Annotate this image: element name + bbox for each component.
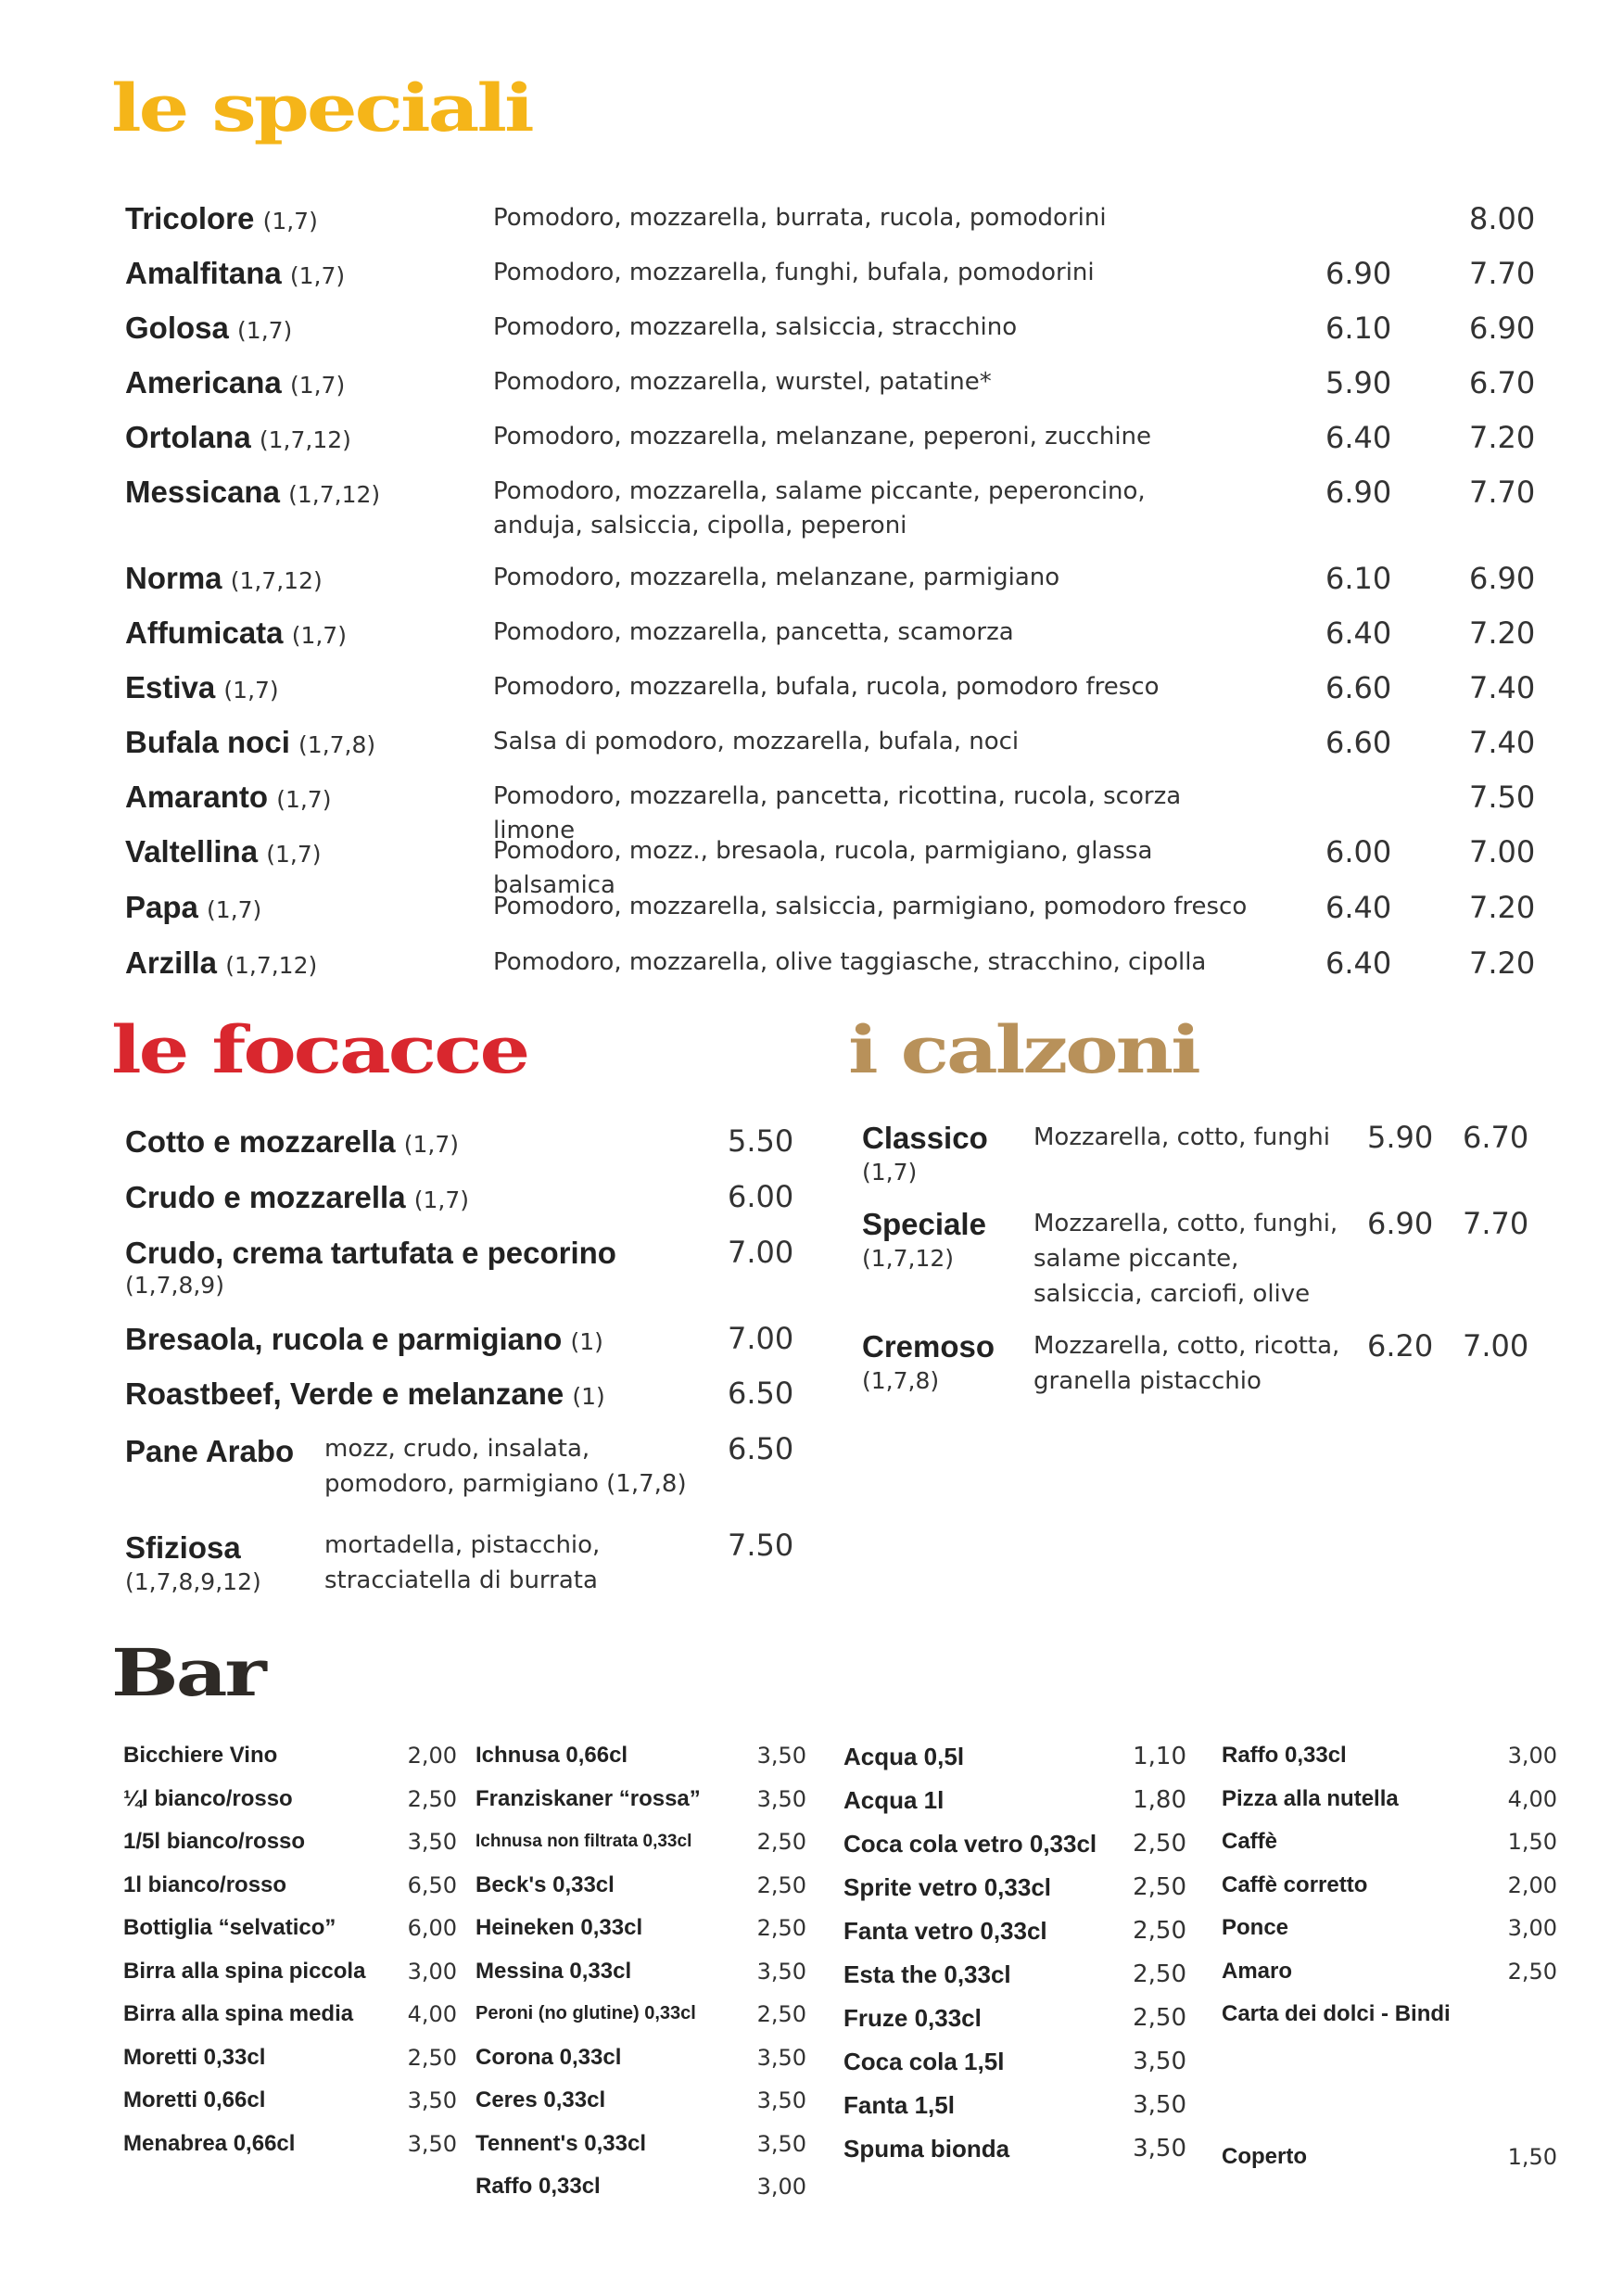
bar-item-name: ¼l bianco/rosso [123,1785,293,1811]
item-name: Affumicata (1,7) [125,615,347,650]
item-price-large: 7.20 [1469,420,1536,455]
bar-item-name: Birra alla spina piccola [123,1958,366,1984]
bar-item-price: 2,00 [407,1743,457,1769]
item-description: Mozzarella, cotto, funghi [1033,1123,1330,1151]
menu-item [125,1235,797,1300]
item-price: 7.00 [728,1321,794,1356]
item-description: Pomodoro, mozzarella, salsiccia, parmigiano, pomodoro fresco [493,893,1248,920]
item-name: Ortolana (1,7,12) [125,420,351,454]
bar-item [475,2131,806,2175]
bar-item [1222,1743,1557,1786]
bar-item [1222,1829,1557,1872]
item-name: Bufala noci (1,7,8) [125,725,376,759]
item-name: Sfiziosa [125,1530,241,1565]
item-name: Amaranto (1,7) [125,780,332,814]
bar-item-price: 4,00 [1507,1785,1557,1812]
item-name: Messicana (1,7,12) [125,475,381,509]
item-price-large: 6.90 [1469,561,1536,596]
item-description: mortadella, pistacchio, stracciatella di burrata [324,1531,601,1594]
bar-item [123,1829,457,1872]
item-allergens: (1,7,12) [230,567,323,594]
bar-item-price: 3,00 [756,2174,806,2200]
bar-item-name: Esta the 0,33cl [843,1960,1011,1988]
menu-item [125,945,1534,1001]
item-allergens: (1,7) [413,1186,470,1213]
item-allergens: (1,7,8,9,12) [125,1568,261,1595]
bar-item [843,1743,1186,1786]
bar-item-name: Fanta vetro 0,33cl [843,1917,1047,1945]
menu-item [125,256,1534,311]
item-price-small: 6.90 [1325,475,1392,510]
bar-item [123,2087,457,2131]
item-price-small: 6.40 [1325,420,1392,455]
bar-item-price: 3,50 [756,1785,806,1812]
bar-item-name: Spuma bionda [843,2135,1010,2163]
item-description: Pomodoro, mozzarella, funghi, bufala, pomodorini [493,259,1095,286]
bar-column-beer [475,1743,806,2217]
item-allergens: (1,7) [289,372,346,399]
bar-item-price: 2,50 [407,2044,457,2071]
item-description: mozz, crudo, insalata, pomodoro, parmigiano (1,7,8) [324,1435,687,1498]
item-allergens: (1,7,8) [862,1367,940,1394]
item-allergens: (1,7,12) [862,1245,955,1272]
bar-item [475,1959,806,2002]
bar-item-name: Pizza alla nutella [1222,1785,1399,1811]
item-price-small: 6.60 [1325,670,1392,705]
item-price-small: 6.60 [1325,725,1392,760]
item-description: Pomodoro, mozzarella, burrata, rucola, pomodorini [493,204,1107,232]
menu-item [125,890,1534,945]
item-name: Roastbeef, Verde e melanzane (1) [125,1376,605,1411]
bar-item [123,2131,457,2175]
item-name: Cremoso [862,1329,995,1364]
item-allergens: (1,7) [207,896,262,923]
bar-item-name: Corona 0,33cl [475,2044,622,2070]
bar-item-price: 2,50 [1133,1830,1186,1858]
bar-item-price: 2,50 [756,1915,806,1941]
item-name: Amalfitana (1,7) [125,256,346,290]
item-price-small: 5.90 [1367,1120,1434,1155]
bar-item [843,2048,1186,2091]
item-name: Crudo, crema tartufata e pecorino [125,1236,616,1270]
menu-item [125,311,1534,366]
menu-item [862,1120,1548,1194]
bar-item [475,1743,806,1786]
bar-item-name: Franziskaner “rossa” [475,1785,701,1811]
menu-item [125,561,1534,616]
item-price-large: 7.20 [1469,945,1536,981]
item-allergens: (1) [570,1328,603,1355]
bar-item-name: Ponce [1222,1915,1289,1940]
bar-item-price: 2,50 [1133,2004,1186,2032]
bar-item-price: 3,50 [756,2130,806,2157]
bar-item-price: 6,50 [407,1871,457,1898]
bar-item [475,2001,806,2045]
menu-item [125,201,1534,257]
menu-item [862,1328,1548,1402]
bar-item-name: Carta dei dolci - Bindi [1222,2001,1451,2026]
item-name: Classico [862,1121,988,1155]
item-name: Arzilla (1,7,12) [125,945,318,980]
bar-item-price: 2,50 [407,1785,457,1812]
bar-item-name: Messina 0,33cl [475,1958,632,1984]
bar-item-name: Ceres 0,33cl [475,2087,606,2112]
item-description: Mozzarella, cotto, ricotta, granella pistacchio [1033,1332,1340,1395]
bar-item [475,1786,806,1830]
item-name: Estiva (1,7) [125,670,279,704]
bar-item-price: 3,00 [1507,1915,1557,1941]
bar-item-price: 3,00 [1507,1743,1557,1769]
bar-item [1222,2001,1557,2045]
item-price-small: 6.90 [1325,256,1392,291]
bar-item-price: 6,00 [407,1915,457,1941]
item-price-large: 7.70 [1469,256,1536,291]
item-description: Pomodoro, mozzarella, pancetta, scamorza [493,618,1014,646]
bar-item-price: 3,50 [1133,2048,1186,2075]
item-price-large: 7.70 [1469,475,1536,510]
bar-item-name: Acqua 1l [843,1786,945,1814]
item-name: Valtellina (1,7) [125,834,322,869]
menu-item [862,1206,1548,1317]
item-description: Pomodoro, mozz., bresaola, rucola, parmigiano, glassa balsamica [493,837,1153,899]
bar-title: Bar [111,1634,264,1712]
bar-item-price: 2,50 [1133,1960,1186,1988]
bar-item-name: Caffè corretto [1222,1871,1368,1897]
bar-item-name: Ichnusa 0,66cl [475,1743,628,1768]
coperto-label: Coperto [1222,2144,1307,2169]
bar-item-name: Beck's 0,33cl [475,1871,615,1897]
bar-item-price: 2,50 [756,2001,806,2027]
bar-item [843,1917,1186,1960]
bar-item [843,1830,1186,1873]
bar-item [123,1959,457,2002]
menu-item [125,780,1536,844]
bar-item-name: Raffo 0,33cl [1222,1743,1347,1768]
item-price-large: 7.00 [1469,834,1536,869]
bar-item-name: Amaro [1222,1958,1293,1984]
bar-item [843,1786,1186,1830]
bar-item-price: 4,00 [407,2001,457,2027]
bar-item [843,2004,1186,2048]
menu-item [125,1528,797,1611]
bar-item-price: 3,50 [407,2130,457,2157]
bar-item-price: 3,00 [407,1958,457,1985]
bar-item-price: 3,50 [1133,2091,1186,2119]
coperto-row [1222,2144,1557,2188]
item-allergens: (1,7,12) [288,481,381,508]
bar-item [123,1786,457,1830]
item-name: Pane Arabo [125,1434,295,1468]
item-price-small: 6.10 [1325,311,1392,346]
bar-item-name: Heineken 0,33cl [475,1915,643,1940]
item-price: 7.50 [728,1528,794,1563]
bar-item-name: 1/5l bianco/rosso [123,1829,306,1854]
bar-item-price: 2,50 [756,1829,806,1855]
item-price-large: 7.20 [1469,615,1536,651]
item-name: Tricolore (1,7) [125,201,318,235]
menu-item [125,1123,797,1163]
bar-item [843,1873,1186,1917]
item-price-small: 6.40 [1325,890,1392,925]
menu-item [125,615,1534,671]
item-allergens: (1,7,8,9) [125,1272,224,1299]
bar-item-price: 2,50 [1133,1917,1186,1945]
bar-item-price: 1,80 [1133,1786,1186,1814]
bar-item-price: 2,50 [756,1871,806,1898]
bar-item [123,1743,457,1786]
item-name: Bresaola, rucola e parmigiano (1) [125,1322,603,1356]
item-allergens: (1,7,8) [298,731,376,758]
bar-item-price: 3,50 [756,2087,806,2113]
bar-column-wine-beer [123,1743,457,2174]
item-description: Pomodoro, mozzarella, melanzane, parmigiano [493,564,1060,591]
item-description: Pomodoro, mozzarella, pancetta, ricottina, rucola, scorza limone [493,782,1182,844]
item-name: Cotto e mozzarella (1,7) [125,1124,459,1159]
item-price-large: 7.50 [1469,780,1536,815]
item-allergens: (1,7) [289,262,346,289]
menu-item [125,365,1534,421]
bar-item [843,2091,1186,2135]
bar-item [1222,1959,1557,2002]
item-allergens: (1,7) [223,677,279,704]
bar-item [475,2087,806,2131]
bar-item-price: 1,50 [1507,1829,1557,1855]
bar-item-price: 3,50 [756,1743,806,1769]
item-price-small: 6.40 [1325,615,1392,651]
bar-item-name: Menabrea 0,66cl [123,2130,296,2156]
item-name: Papa (1,7) [125,890,262,924]
item-allergens: (1,7) [237,317,293,344]
bar-item-price: 2,00 [1507,1871,1557,1898]
speciali-title: le speciali [111,70,532,147]
item-allergens: (1,7) [403,1131,459,1158]
bar-item-name: Moretti 0,33cl [123,2044,266,2070]
item-price-small: 6.20 [1367,1328,1434,1364]
bar-item-name: Raffo 0,33cl [475,2174,601,2199]
bar-item [1222,1786,1557,1830]
bar-item-price: 3,50 [407,2087,457,2113]
item-description: Pomodoro, mozzarella, wurstel, patatine* [493,368,992,396]
bar-item-name: Bicchiere Vino [123,1743,278,1768]
bar-item-price: 3,50 [407,1829,457,1855]
menu-item [125,670,1534,726]
focacce-title: le focacce [111,1011,528,1089]
item-allergens: (1,7) [262,208,318,235]
item-price: 6.50 [728,1376,794,1411]
item-price-small: 6.40 [1325,945,1392,981]
bar-item-name: Coca cola 1,5l [843,2048,1005,2075]
item-price-large: 7.00 [1463,1328,1529,1364]
item-name: Speciale [862,1207,986,1241]
bar-item-name: Ichnusa non filtrata 0,33cl [475,1832,692,1851]
item-description: Pomodoro, mozzarella, olive taggiasche, stracchino, cipolla [493,948,1207,976]
calzoni-title: i calzoni [848,1011,1198,1089]
item-price-large: 6.70 [1463,1120,1529,1155]
bar-item-price: 2,50 [1507,1958,1557,1985]
bar-item [475,2174,806,2217]
item-name: Crudo e mozzarella (1,7) [125,1180,470,1214]
menu-item [125,420,1534,476]
bar-item [123,1872,457,1916]
bar-item-name: Coca cola vetro 0,33cl [843,1830,1097,1858]
bar-item [475,1872,806,1916]
item-price-large: 6.70 [1469,365,1536,400]
bar-item [123,2001,457,2045]
item-allergens: (1,7,12) [225,952,318,979]
item-price-small: 6.90 [1367,1206,1434,1241]
menu-item [125,1179,797,1219]
item-price: 6.00 [728,1179,794,1214]
bar-item-name: Acqua 0,5l [843,1743,965,1770]
item-price-small: 6.10 [1325,561,1392,596]
item-description: Pomodoro, mozzarella, salame piccante, peperoncino, anduja, salsiccia, cipolla, peperoni [493,477,1146,539]
item-name-group [125,1528,311,1596]
bar-column-soft-drinks [843,1743,1186,2178]
menu-item [125,1431,797,1515]
bar-item-name: Tennent's 0,33cl [475,2130,646,2156]
bar-item [475,1915,806,1959]
bar-item [843,1960,1186,2004]
menu-item [125,475,1534,549]
bar-item-name: Bottiglia “selvatico” [123,1915,336,1940]
item-price-large: 7.40 [1469,670,1536,705]
item-description: Mozzarella, cotto, funghi, salame piccante, salsiccia, carciofi, olive [1033,1210,1338,1308]
bar-item [123,1915,457,1959]
bar-item-price: 3,50 [1133,2135,1186,2163]
item-description: Pomodoro, mozzarella, bufala, rucola, pomodoro fresco [493,673,1160,701]
item-name: Norma (1,7,12) [125,561,323,595]
bar-item-name: Moretti 0,66cl [123,2087,266,2112]
item-allergens: (1,7,12) [259,426,351,453]
item-price-large: 7.40 [1469,725,1536,760]
bar-item-name: Peroni (no glutine) 0,33cl [475,2003,696,2023]
item-price-large: 6.90 [1469,311,1536,346]
item-price-small: 5.90 [1325,365,1392,400]
item-name: Golosa (1,7) [125,311,293,345]
menu-item [125,725,1534,780]
item-price: 6.50 [728,1431,794,1466]
bar-item-name: Birra alla spina media [123,2001,354,2026]
item-price-small: 6.00 [1325,834,1392,869]
bar-item [843,2135,1186,2178]
bar-item-name: Fanta 1,5l [843,2091,955,2119]
item-description: Pomodoro, mozzarella, melanzane, peperoni, zucchine [493,423,1152,450]
item-price: 5.50 [728,1123,794,1159]
bar-item-price: 3,50 [756,2044,806,2071]
item-description: Pomodoro, mozzarella, salsiccia, stracchino [493,313,1018,341]
bar-item-name: Sprite vetro 0,33cl [843,1873,1051,1901]
item-price-large: 8.00 [1469,201,1536,236]
bar-item [475,1829,806,1872]
item-allergens: (1) [572,1383,605,1410]
menu-item [125,1376,797,1415]
bar-item [475,2045,806,2088]
bar-item-price: 2,50 [1133,1873,1186,1901]
item-price-large: 7.20 [1469,890,1536,925]
item-price: 7.00 [728,1235,794,1270]
bar-item-price: 3,50 [756,1958,806,1985]
bar-item-name: 1l bianco/rosso [123,1871,287,1897]
bar-item-name: Fruze 0,33cl [843,2004,982,2032]
bar-item-price: 1,10 [1133,1743,1186,1770]
item-allergens: (1,7) [266,841,322,868]
bar-item [1222,1915,1557,1959]
bar-item [123,2045,457,2088]
bar-column-coffee-dessert [1222,1743,1557,2045]
item-allergens: (1,7) [276,786,332,813]
item-name: Americana (1,7) [125,365,346,400]
bar-item [1222,1872,1557,1916]
coperto-price: 1,50 [1507,2144,1557,2170]
item-description: Salsa di pomodoro, mozzarella, bufala, noci [493,728,1020,755]
item-price-large: 7.70 [1463,1206,1529,1241]
menu-item [125,834,1536,899]
bar-item-name: Caffè [1222,1829,1278,1854]
menu-item [125,1321,797,1361]
item-allergens: (1,7) [291,622,347,649]
item-allergens: (1,7) [862,1159,918,1186]
